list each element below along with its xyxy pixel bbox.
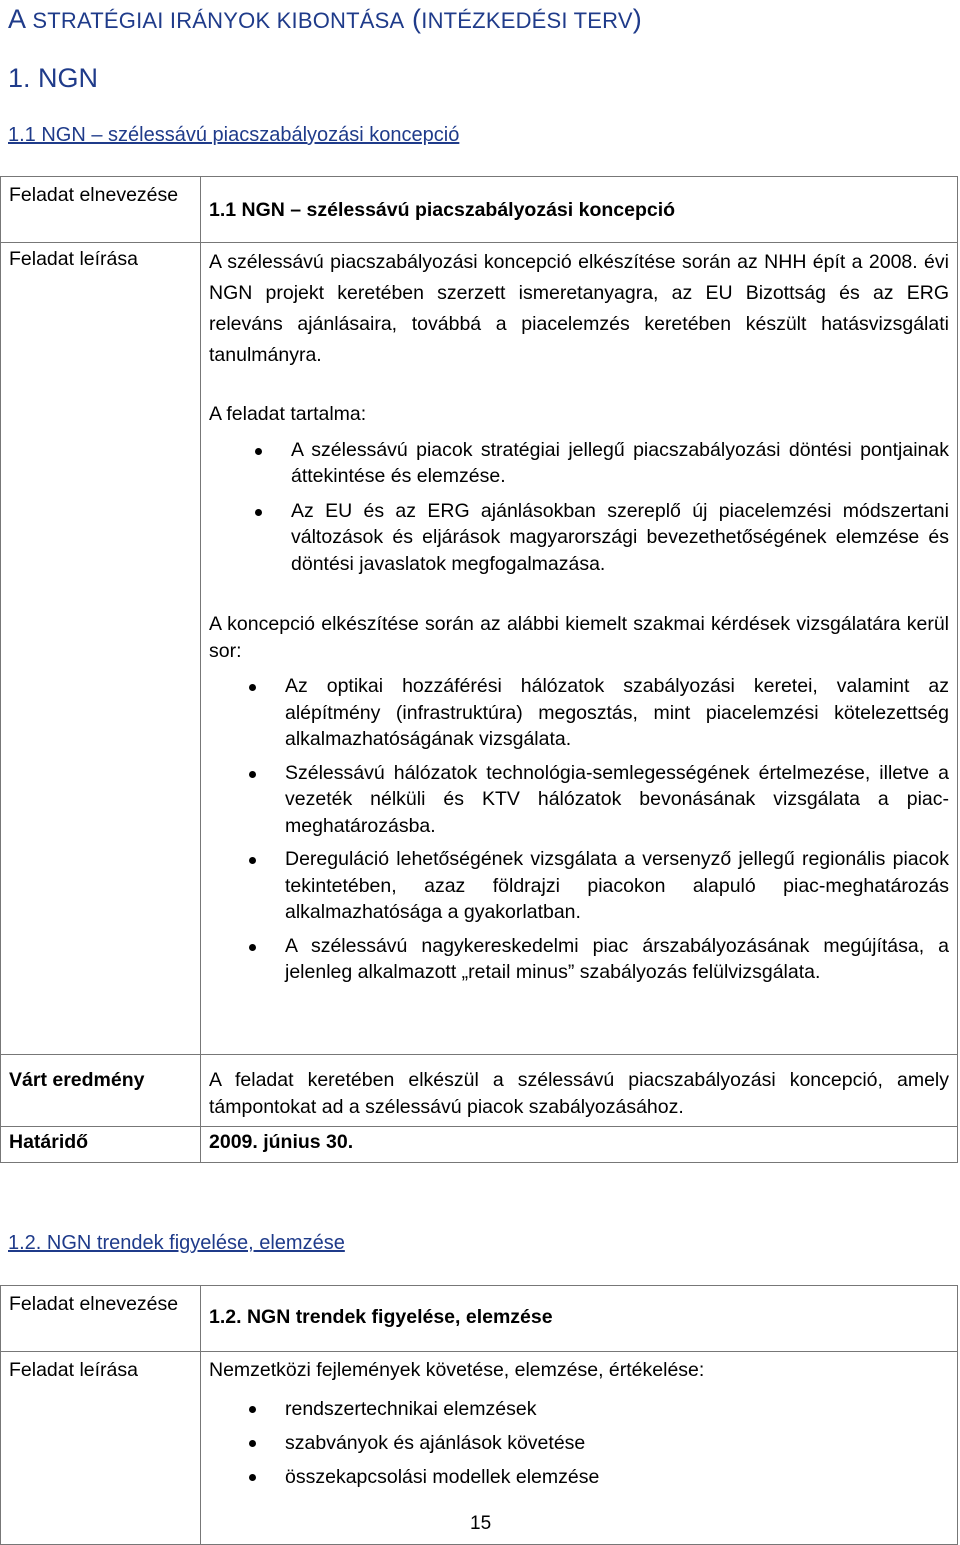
bullet-icon: [249, 684, 256, 691]
bullet-icon: [249, 1406, 256, 1413]
bullet-icon: [249, 944, 256, 951]
content-list: [209, 437, 949, 578]
title-part: STRATÉGIAI IRÁNYOK KIBONTÁSA: [32, 8, 405, 33]
list-item-text: A szélessávú piacok stratégiai jellegű piacszabályozási döntési pontjainak áttekintése és elemzése.: [291, 438, 949, 487]
bullet-icon: [255, 448, 262, 455]
list-item-text: rendszertechnikai elemzések: [285, 1397, 537, 1420]
list-item: [291, 498, 949, 578]
concept-list: [209, 673, 949, 986]
title-part: INTÉZKEDÉSI TERV: [421, 8, 633, 33]
list-item: [291, 437, 949, 490]
description-intro: Nemzetközi fejlemények követése, elemzése, értékelése:: [209, 1359, 705, 1381]
table-row: [1, 243, 958, 1055]
task-name-label: Feladat elnevezése: [1, 1286, 201, 1352]
bullet-icon: [249, 1440, 256, 1447]
title-part: A: [8, 4, 33, 34]
section-number-heading: 1. NGN: [8, 63, 99, 93]
list-item-text: Dereguláció lehetőségének vizsgálata a versenyző jellegű regionális piacok tekintetében, azaz földrajzi piacokon alapuló piac-meghatározás alkalmazhatósága a gyakorlatban.: [285, 848, 949, 923]
table-row: [1, 1127, 958, 1163]
bullet-icon: [249, 1474, 256, 1481]
deadline-value: 2009. június 30.: [201, 1127, 958, 1163]
task-description-label: Feladat leírása: [1, 1352, 201, 1545]
list-item-text: A szélessávú nagykereskedelmi piac árszabályozásának megújítása, a jelenleg alkalmazott „retail minus” szabályozás felülvizsgálata.: [285, 934, 949, 983]
bullet-icon: [249, 771, 256, 778]
task-description-cell: [201, 243, 958, 1055]
list-item: [285, 933, 949, 986]
document-title: [8, 4, 642, 35]
list-item: [285, 1426, 949, 1460]
list-item: [285, 673, 949, 753]
table-row: [1, 177, 958, 243]
list-item-text: Az EU és az ERG ajánlásokban szereplő új piacelemzési módszertani változások és eljárások magyarországi bevezethetőségének elemzése és döntési javaslatok megfogalmazása.: [291, 499, 949, 575]
concept-intro: A koncepció elkészítése során az alábbi kiemelt szakmai kérdések vizsgálatára kerül sor:: [209, 613, 949, 662]
list-item: [285, 1460, 949, 1494]
task-table-1-1: [0, 176, 958, 1163]
list-item: [285, 1392, 949, 1426]
content-label: A feladat tartalma:: [209, 403, 367, 425]
list-item: [285, 846, 949, 926]
list-item-text: Szélessávú hálózatok technológia-semlegességének értelmezése, illetve a vezeték nélküli és KTV hálózatok bevonásának vizsgálata a piac-meghatározásba.: [285, 761, 949, 837]
section-1-1-heading: 1.1 NGN – szélessávú piacszabályozási koncepció: [8, 124, 460, 146]
list-item-text: összekapcsolási modellek elemzése: [285, 1465, 600, 1488]
table-row: [1, 1055, 958, 1127]
task-name-label: Feladat elnevezése: [1, 177, 201, 243]
task-name-value: 1.1 NGN – szélessávú piacszabályozási koncepció: [201, 177, 958, 243]
title-part: ): [632, 4, 642, 34]
deadline-label: Határidő: [1, 1127, 201, 1163]
list-item: [285, 760, 949, 840]
list-item-text: Az optikai hozzáférési hálózatok szabályozási keretei, valamint az alépítmény (infrastruktúra) megosztás, mint piacelemzési kötelezettség alkalmazhatóságának vizsgálata.: [285, 675, 949, 750]
task-description-cell: [201, 1352, 958, 1545]
description-intro: A szélessávú piacszabályozási koncepció elkészítése során az NHH épít a 2008. évi NGN projekt keretében szerzett ismeretanyagra, az EU Bizottság és az ERG releváns ajánlásaira, továbbá a piacelemzés keretében készült hatásvizsgálati tanulmányra.: [209, 251, 949, 366]
title-part: (: [404, 4, 422, 34]
task-description-label: Feladat leírása: [1, 243, 201, 1055]
task-table-1-2: [0, 1285, 958, 1545]
expected-result-label: Várt eredmény: [1, 1055, 201, 1127]
bullet-icon: [255, 509, 262, 516]
list-item-text: szabványok és ajánlások követése: [285, 1431, 586, 1454]
bullet-icon: [249, 857, 256, 864]
expected-result-value: A feladat keretében elkészül a szélessávú piacszabályozási koncepció, amely támpontokat ad a szélessávú piacok szabályozásához.: [201, 1055, 958, 1127]
page-number: 15: [470, 1513, 492, 1534]
task-name-value: 1.2. NGN trendek figyelése, elemzése: [201, 1286, 958, 1352]
table-row: [1, 1286, 958, 1352]
description-list: [209, 1392, 949, 1494]
section-1-2-heading: 1.2. NGN trendek figyelése, elemzése: [8, 1232, 345, 1254]
